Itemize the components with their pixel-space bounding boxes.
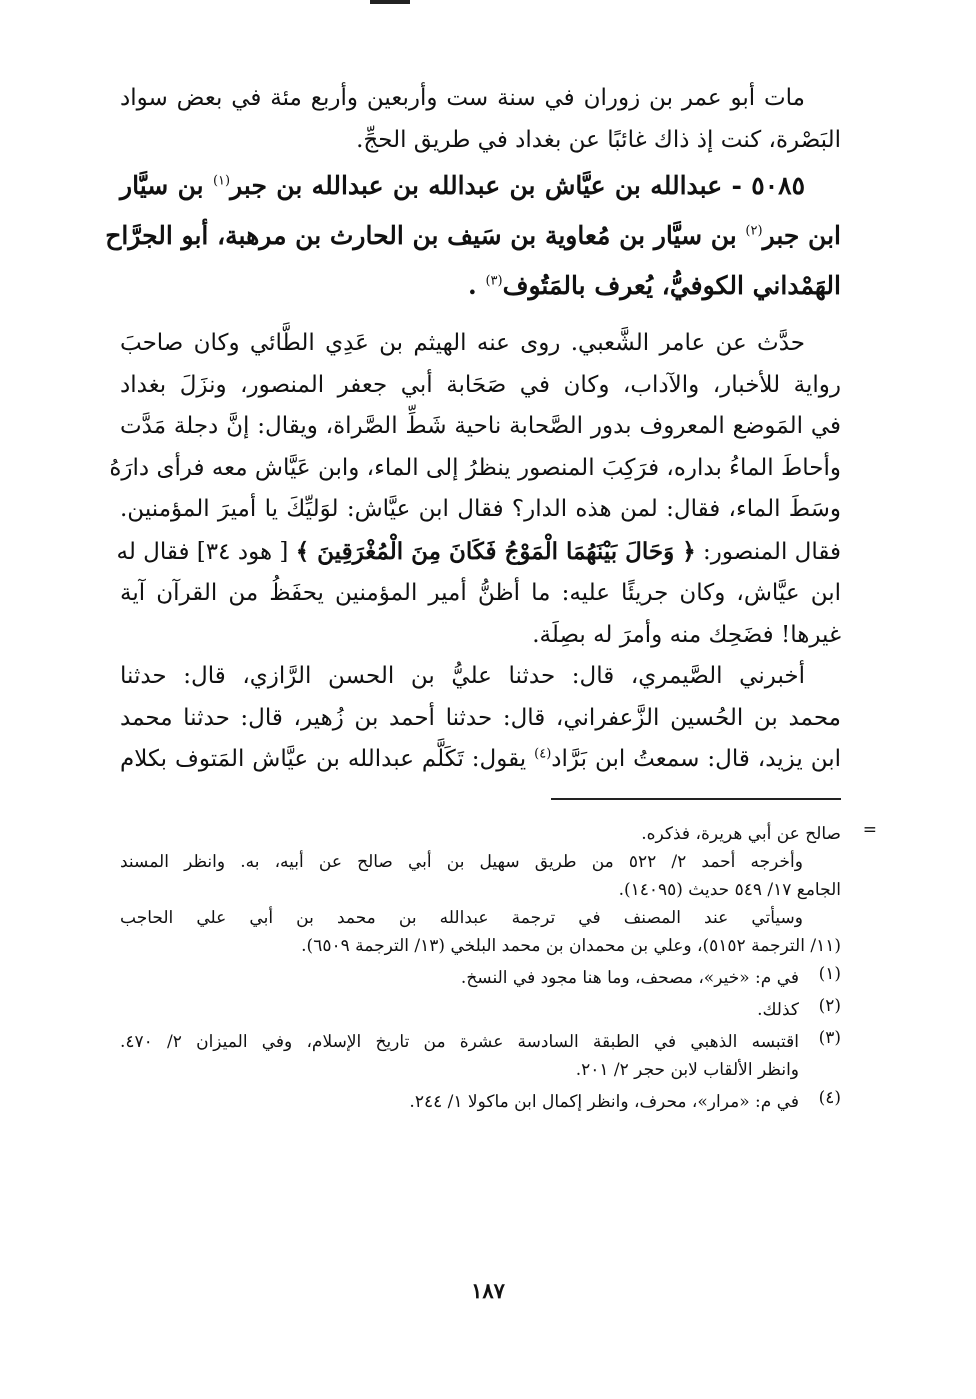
entry-text: ٥٠٨٥ - عبدالله بن عيَّاش بن عبدالله بن عبدالله بن جبر <box>230 171 806 200</box>
para3-line3 <box>120 739 841 781</box>
entry-text: بن سيَّار بن مُعاوية بن سَيف بن الحارث بن مرهبة، أبو الجرَّاح <box>105 221 746 250</box>
footnotes <box>120 820 877 1116</box>
footnote-ref-4: (٤) <box>534 746 552 762</box>
footnote-cont-line: وسيأتي عند المصنف في ترجمة عبدالله بن محمد بن أبي علي الحاجب <box>120 908 803 928</box>
para2-line8: غيرها! فضَحِك منه وأمرَ له بصِلَة. <box>532 621 841 648</box>
footnote-text: كذلك. <box>757 1000 799 1020</box>
para2-line2: رواية للأخبار، والآداب، وكان في صَحَابة أبي جعفر المنصور، ونزَلَ بغداد <box>120 371 841 398</box>
entry-text: الهَمْداني الكوفيُّ، يُعرف بالمَتُوف <box>502 271 841 300</box>
main-text <box>105 78 841 781</box>
footnote-4 <box>120 1088 841 1116</box>
footnote-number: (٣) <box>818 1028 841 1048</box>
footnote-cont-line: (١١/ الترجمة ٥١٥٢)، وعلي بن محمدان بن محمد البلخي (١٣/ الترجمة ٦٥٠٩). <box>301 936 841 956</box>
entry-text: . <box>468 271 486 300</box>
footnote-ref-2: (٢) <box>745 223 763 239</box>
footnote-continuation <box>120 820 877 960</box>
footnote-cont-line: وأخرجه أحمد ٢/ ٥٢٢ من طريق سهيل بن أبي صالح عن أبيه، به. وانظر المسند <box>120 852 803 872</box>
para1-line1: مات أبو عمر بن زوران في سنة ست وأربعين وأربع مئة في بعض سواد <box>120 85 805 111</box>
footnote-text: اقتبسه الذهبي في الطبقة السادسة عشرة من تاريخ الإسلام، وفي الميزان ٢/ ٤٧٠. <box>120 1032 799 1052</box>
para2-line7: ابن عيَّاش، وكان جريئًا عليه: ما أظنُّ أمير المؤمنين يحفَظُ من القرآن آية <box>120 580 841 606</box>
footnote-number: (٢) <box>818 996 841 1016</box>
para2-text: فقال المنصور: <box>695 538 841 565</box>
spacer <box>120 311 841 323</box>
top-rule <box>370 0 410 4</box>
para3-text: يقول: تَكَلَّم عبدالله بن عيَّاش المَتوف بكلام <box>120 746 535 772</box>
para1-line2: البَصْرة، كنت إذ ذاك غائبًا عن بغداد في طريق الحجِّ. <box>356 126 841 153</box>
footnote-2 <box>120 996 841 1024</box>
para2-line1: حدَّث عن عامر الشَّعبي. روى عنه الهيثم بن عَدِي الطَّائي وكان صاحبَ <box>120 330 805 356</box>
para2-line4: وأحاطَ الماءُ بداره، فرَكِبَ المنصور ينظرُ إلى الماء، وابن عَيَّاش معه فرأى دارَهُ <box>109 454 841 481</box>
footnote-ref-1: (١) <box>212 173 231 189</box>
para3-text: ابن يزيد، قال: سمعتُ ابن بَرَّاد <box>551 746 841 772</box>
footnote-cont-line: صالح عن أبي هريرة، فذكره. <box>641 824 841 844</box>
quran-quote: ﴿ وَحَالَ بَيْنَهُمَا الْمَوْجُ فَكَانَ مِنَ الْمُغْرَقِينَ ﴾ <box>295 537 696 565</box>
para2-line6 <box>116 531 841 574</box>
entry-text: ابن جبر <box>762 221 841 250</box>
entry-heading-line1 <box>120 161 841 211</box>
footnote-3 <box>120 1028 841 1084</box>
para2-line5: وسَطَ الماء، فقال: لمن هذه الدار؟ فقال ابن عيَّاش: لوَليِّكَ يا أميرَ المؤمنين. <box>120 496 841 522</box>
continuation-mark: = <box>862 820 877 840</box>
footnote-text: في م: «مرار»، محرف، وانظر إكمال ابن ماكولا ١/ ٢٤٤. <box>409 1092 799 1112</box>
entry-text: بن سيَّار <box>120 171 213 200</box>
footnote-text: وانظر الألقاب لابن حجر ٢/ ٢٠١. <box>575 1060 799 1080</box>
footnote-number: (٤) <box>818 1088 841 1108</box>
entry-heading-line3 <box>120 261 841 311</box>
footnote-number: (١) <box>818 964 841 984</box>
footnote-cont-line: الجامع ١٧/ ٥٤٩ حديث (١٤٠٩٥). <box>618 880 841 900</box>
footnote-ref-3: (٣) <box>485 273 503 289</box>
footnote-1 <box>120 964 841 992</box>
entry-heading-line2 <box>105 211 841 261</box>
footnote-text: في م: «خير»، مصحف، وما هنا مجود في النسخ. <box>460 968 799 988</box>
footnote-separator <box>551 798 841 800</box>
para3-line2: محمد بن الحُسين الزَّعفراني، قال: حدثنا أحمد بن زُهير، قال: حدثنا محمد <box>120 704 841 731</box>
para2-text: [ هود ٣٤] فقال له <box>116 538 296 565</box>
page-number: ١٨٧ <box>471 1278 505 1303</box>
para2-line3: في المَوضع المعروف بدور الصَّحابة ناحية شَطِّ الصَّراة، ويقال: إنَّ دجلة مَدَّت <box>120 413 841 439</box>
para3-line1: أخبرني الصَّيمري، قال: حدثنا عليُّ بن الحسن الرَّازي، قال: حدثنا <box>120 663 805 689</box>
